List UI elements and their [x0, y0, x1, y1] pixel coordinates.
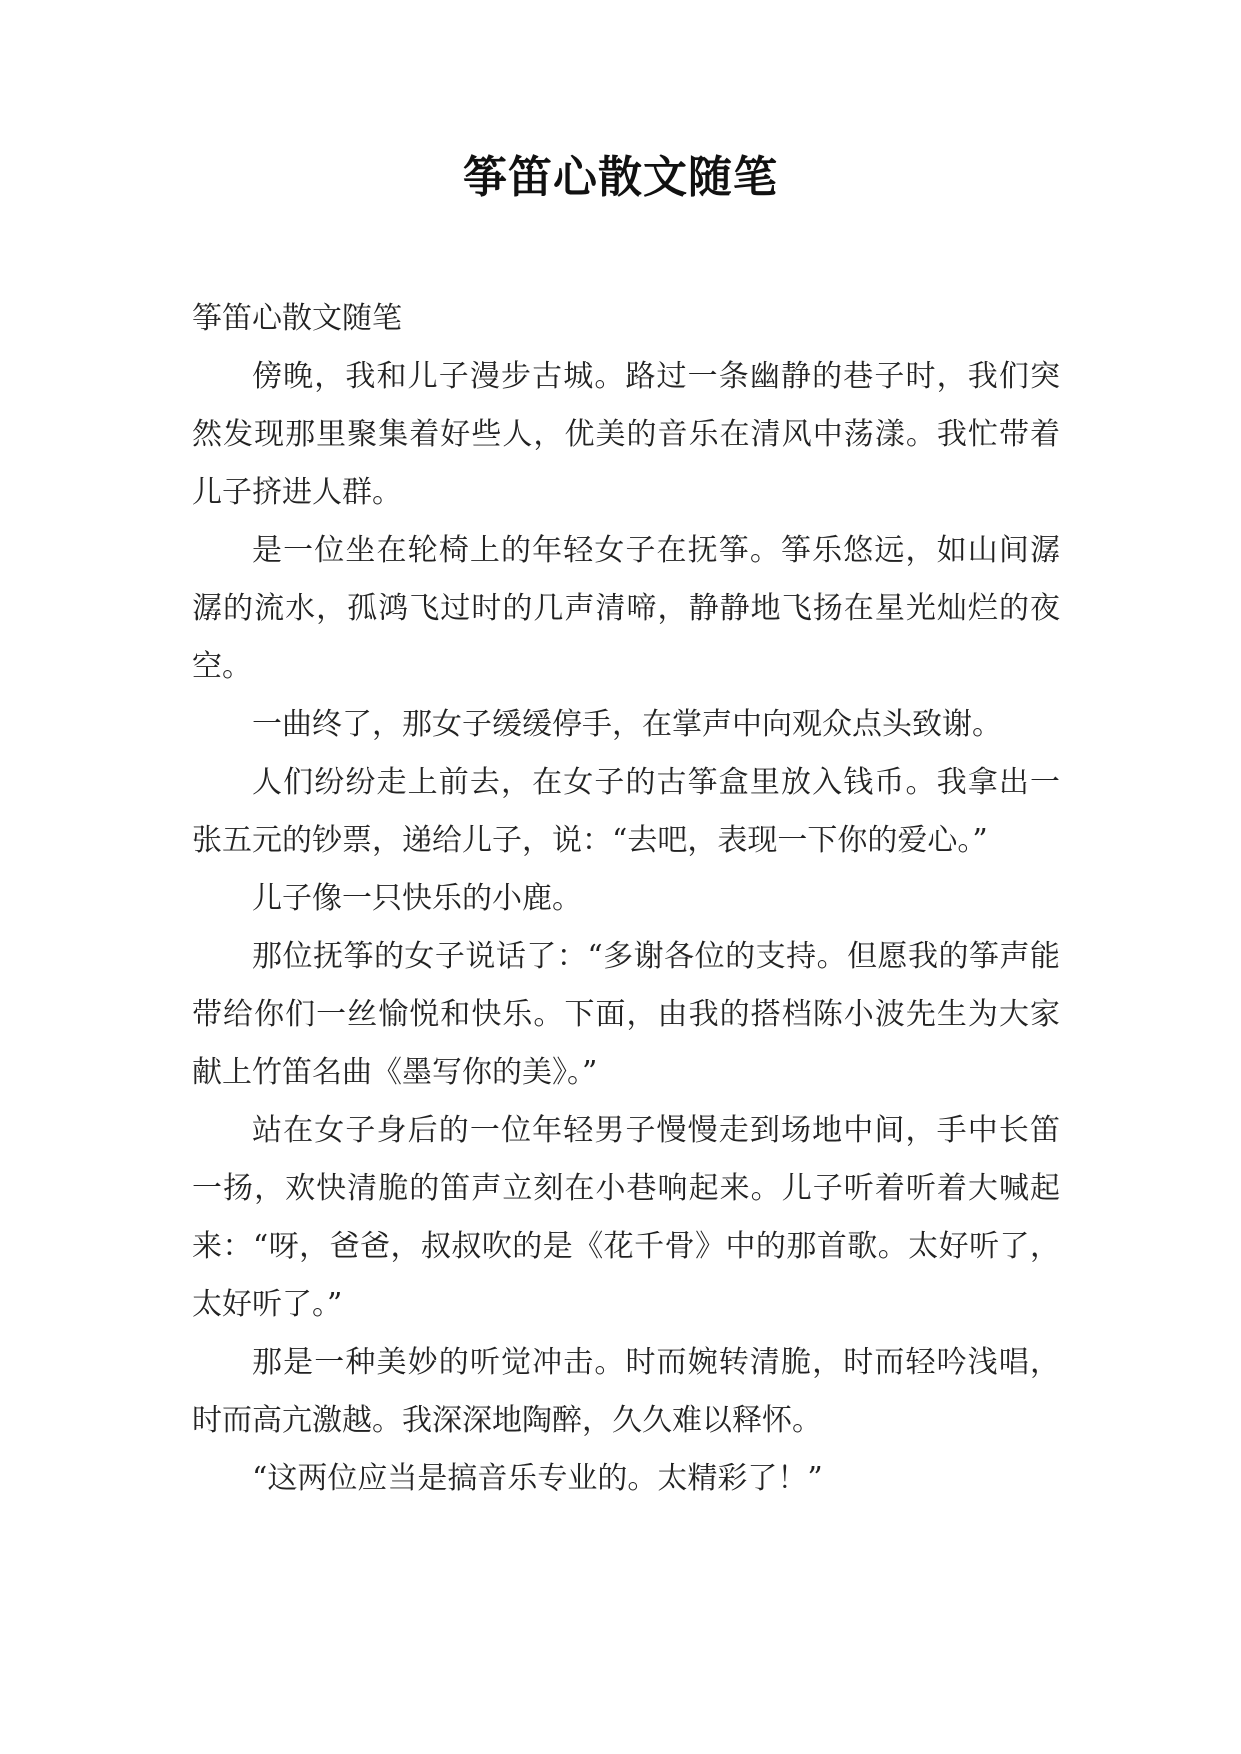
document-title: 筝笛心散文随笔	[463, 152, 778, 203]
paragraph: “这两位应当是搞音乐专业的。太精彩了！”	[252, 1461, 823, 1496]
paragraph: 是一位坐在轮椅上的年轻女子在抚筝。筝乐悠远，如山间潺潺的流水，孤鸿飞过时的几声清啼，静静地飞扬在星光灿烂的夜空。	[192, 533, 1060, 684]
paragraph: 儿子像一只快乐的小鹿。	[252, 881, 582, 916]
paragraph: 那是一种美妙的听觉冲击。时而婉转清脆，时而轻吟浅唱，时而高亢激越。我深深地陶醉，久久难以释怀。	[192, 1345, 1060, 1438]
paragraph: 那位抚筝的女子说话了：“多谢各位的支持。但愿我的筝声能带给你们一丝愉悦和快乐。下面，由我的搭档陈小波先生为大家献上竹笛名曲《墨写你的美》。”	[192, 939, 1060, 1090]
document-body	[192, 290, 1060, 1508]
document-subtitle: 筝笛心散文随笔	[192, 301, 402, 336]
paragraph: 站在女子身后的一位年轻男子慢慢走到场地中间，手中长笛一扬，欢快清脆的笛声立刻在小巷响起来。儿子听着听着大喊起来：“呀，爸爸，叔叔吹的是《花千骨》中的那首歌。太好听了，太好听了。”	[192, 1113, 1060, 1322]
paragraph: 人们纷纷走上前去，在女子的古筝盒里放入钱币。我拿出一张五元的钞票，递给儿子，说：“去吧，表现一下你的爱心。”	[192, 765, 1060, 858]
paragraph: 傍晚，我和儿子漫步古城。路过一条幽静的巷子时，我们突然发现那里聚集着好些人，优美的音乐在清风中荡漾。我忙带着儿子挤进人群。	[192, 359, 1060, 510]
paragraph: 一曲终了，那女子缓缓停手，在掌声中向观众点头致谢。	[252, 707, 1002, 742]
